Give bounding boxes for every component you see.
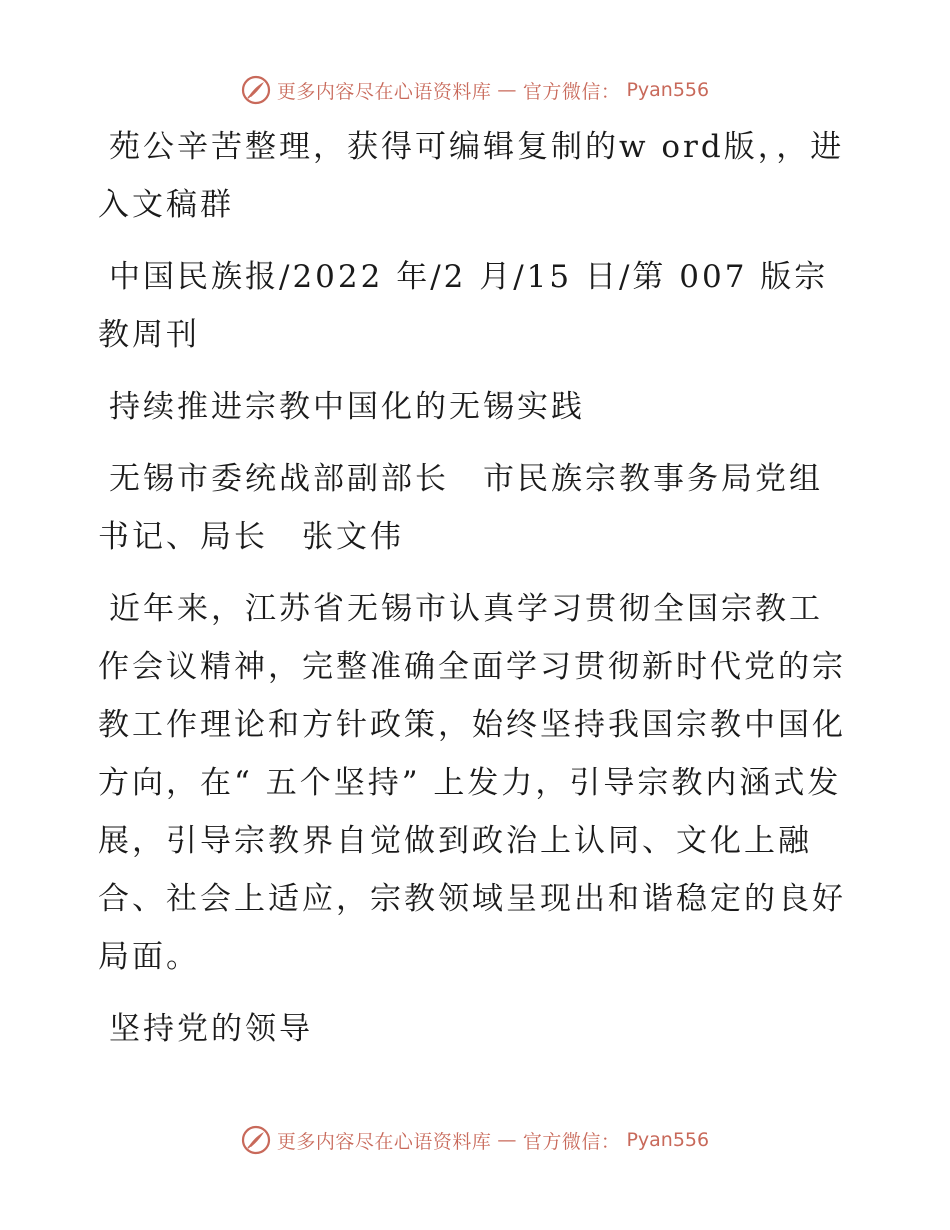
watermark-separator: — (497, 79, 517, 101)
footer-watermark (0, 1120, 950, 1160)
feather-quill-logo-icon (241, 1125, 271, 1155)
intro-note: 苑公辛苦整理，获得可编辑复制的w ord版，，进入文稿群 (98, 129, 845, 223)
section-heading: 坚持党的领导 (109, 1011, 313, 1047)
article-title: 持续推进宗教中国化的无锡实践 (109, 389, 585, 425)
watermark-contact-id: Pyan556 (626, 79, 710, 101)
author-line: 无锡市委统战部副部长 市民族宗教事务局党组书记、局长 张文伟 (98, 461, 823, 555)
document-body (98, 118, 850, 1072)
feather-quill-logo-icon (241, 75, 271, 105)
watermark-official-label: 官方微信： (522, 1130, 621, 1153)
source-line: 中国民族报/2022 年/2 月/15 日/第 007 版宗教周刊 (98, 259, 829, 353)
body-paragraph: 近年来，江苏省无锡市认真学习贯彻全国宗教工作会议精神，完整准确全面学习贯彻新时代党的宗教工作理论和方针政策，始终坚持我国宗教中国化方向，在“ 五个坚持” 上发力，引导宗教内涵式发展，引导宗教界自觉做到政治上认同、文化上融合、社会上适应，宗教领域呈现出和谐稳定的良好局面。 (98, 591, 846, 975)
watermark-official-label: 官方微信： (522, 80, 621, 103)
header-watermark (0, 70, 950, 110)
watermark-brand-text: 更多内容尽在心语资料库 (276, 1130, 492, 1153)
watermark-separator: — (497, 1129, 517, 1151)
watermark-brand-text: 更多内容尽在心语资料库 (276, 80, 492, 103)
watermark-contact-id: Pyan556 (626, 1129, 710, 1151)
